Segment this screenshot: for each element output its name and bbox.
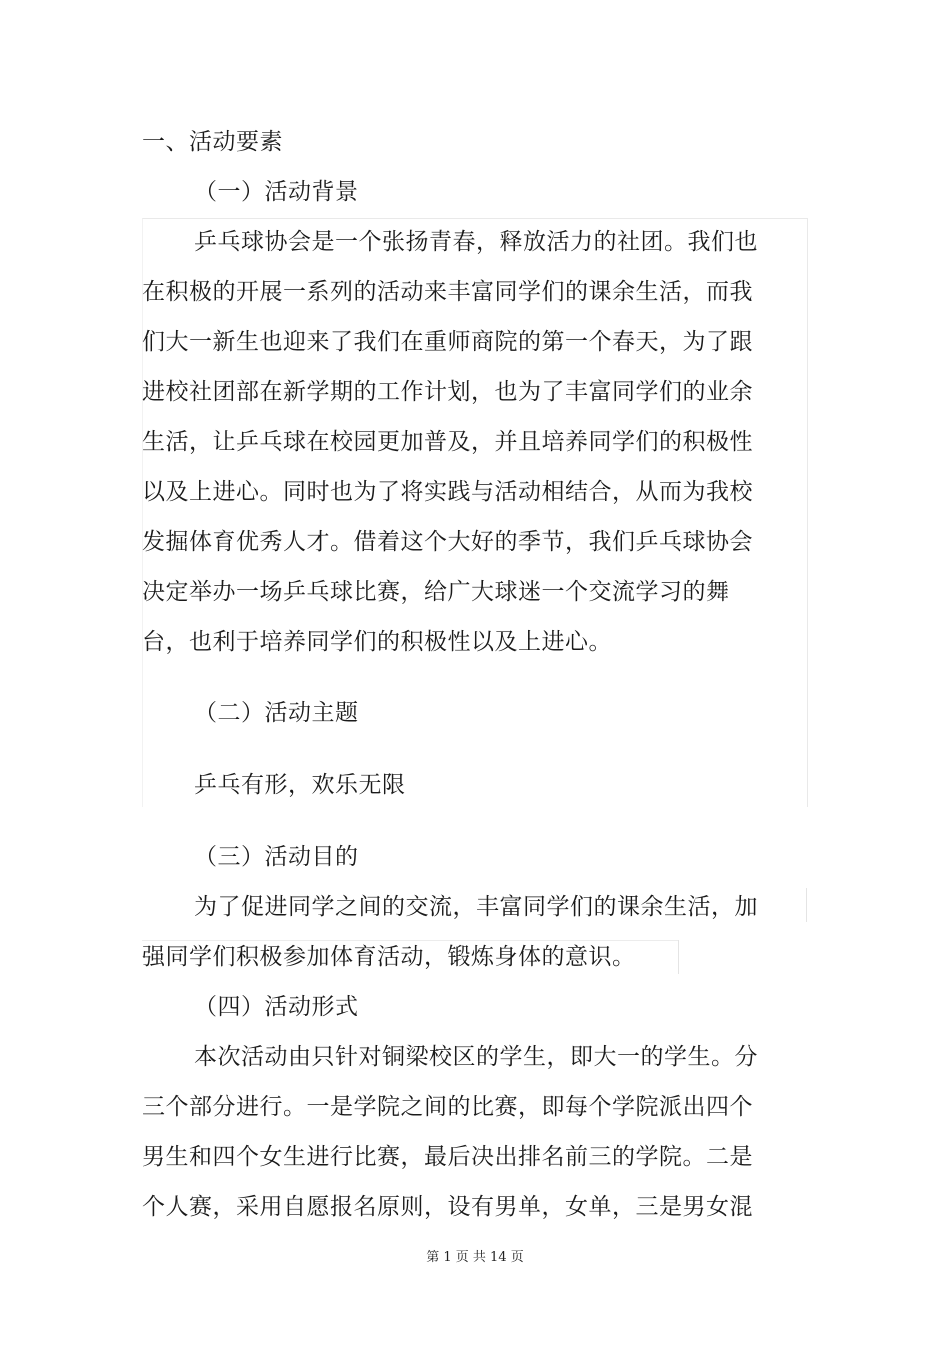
paragraph-line: 个人赛，采用自愿报名原则，设有男单，女单，三是男女混 (142, 1194, 753, 1220)
sub-heading-background: （一）活动背景 (194, 179, 359, 205)
paragraph-line: 进校社团部在新学期的工作计划，也为了丰富同学们的业余 (142, 379, 753, 405)
paragraph-line: 以及上进心。同时也为了将实践与活动相结合，从而为我校 (142, 479, 753, 505)
frame-edge-right (806, 888, 807, 922)
frame-edge-bottom (142, 940, 678, 941)
paragraph-line: 发掘体育优秀人才。借着这个大好的季节，我们乒乓球协会 (142, 529, 753, 555)
paragraph-line: 本次活动由只针对铜梁校区的学生，即大一的学生。分 (194, 1044, 758, 1070)
paragraph-line: 男生和四个女生进行比赛，最后决出排名前三的学院。二是 (142, 1144, 753, 1170)
sub-heading-purpose: （三）活动目的 (194, 844, 359, 870)
paragraph-line: 乒乓球协会是一个张扬青春，释放活力的社团。我们也 (194, 229, 758, 255)
paragraph-line: 们大一新生也迎来了我们在重师商院的第一个春天，为了跟 (142, 329, 753, 355)
section-heading: 一、活动要素 (142, 129, 283, 155)
frame-edge-inner (678, 940, 679, 974)
paragraph-line: 乒乓有形，欢乐无限 (194, 772, 406, 798)
paragraph-line: 生活，让乒乓球在校园更加普及，并且培养同学们的积极性 (142, 429, 753, 455)
paragraph-line: 决定举办一场乒乓球比赛，给广大球迷一个交流学习的舞 (142, 579, 730, 605)
page-number-footer: 第 1 页 共 14 页 (426, 1250, 524, 1265)
paragraph-line: 在积极的开展一系列的活动来丰富同学们的课余生活，而我 (142, 279, 753, 305)
paragraph-line: 强同学们积极参加体育活动，锻炼身体的意识。 (142, 944, 636, 970)
paragraph-line: 为了促进同学之间的交流，丰富同学们的课余生活，加 (194, 894, 758, 920)
paragraph-line: 台，也利于培养同学们的积极性以及上进心。 (142, 629, 612, 655)
sub-heading-theme: （二）活动主题 (194, 700, 359, 726)
sub-heading-format: （四）活动形式 (194, 994, 359, 1020)
paragraph-line: 三个部分进行。一是学院之间的比赛，即每个学院派出四个 (142, 1094, 753, 1120)
